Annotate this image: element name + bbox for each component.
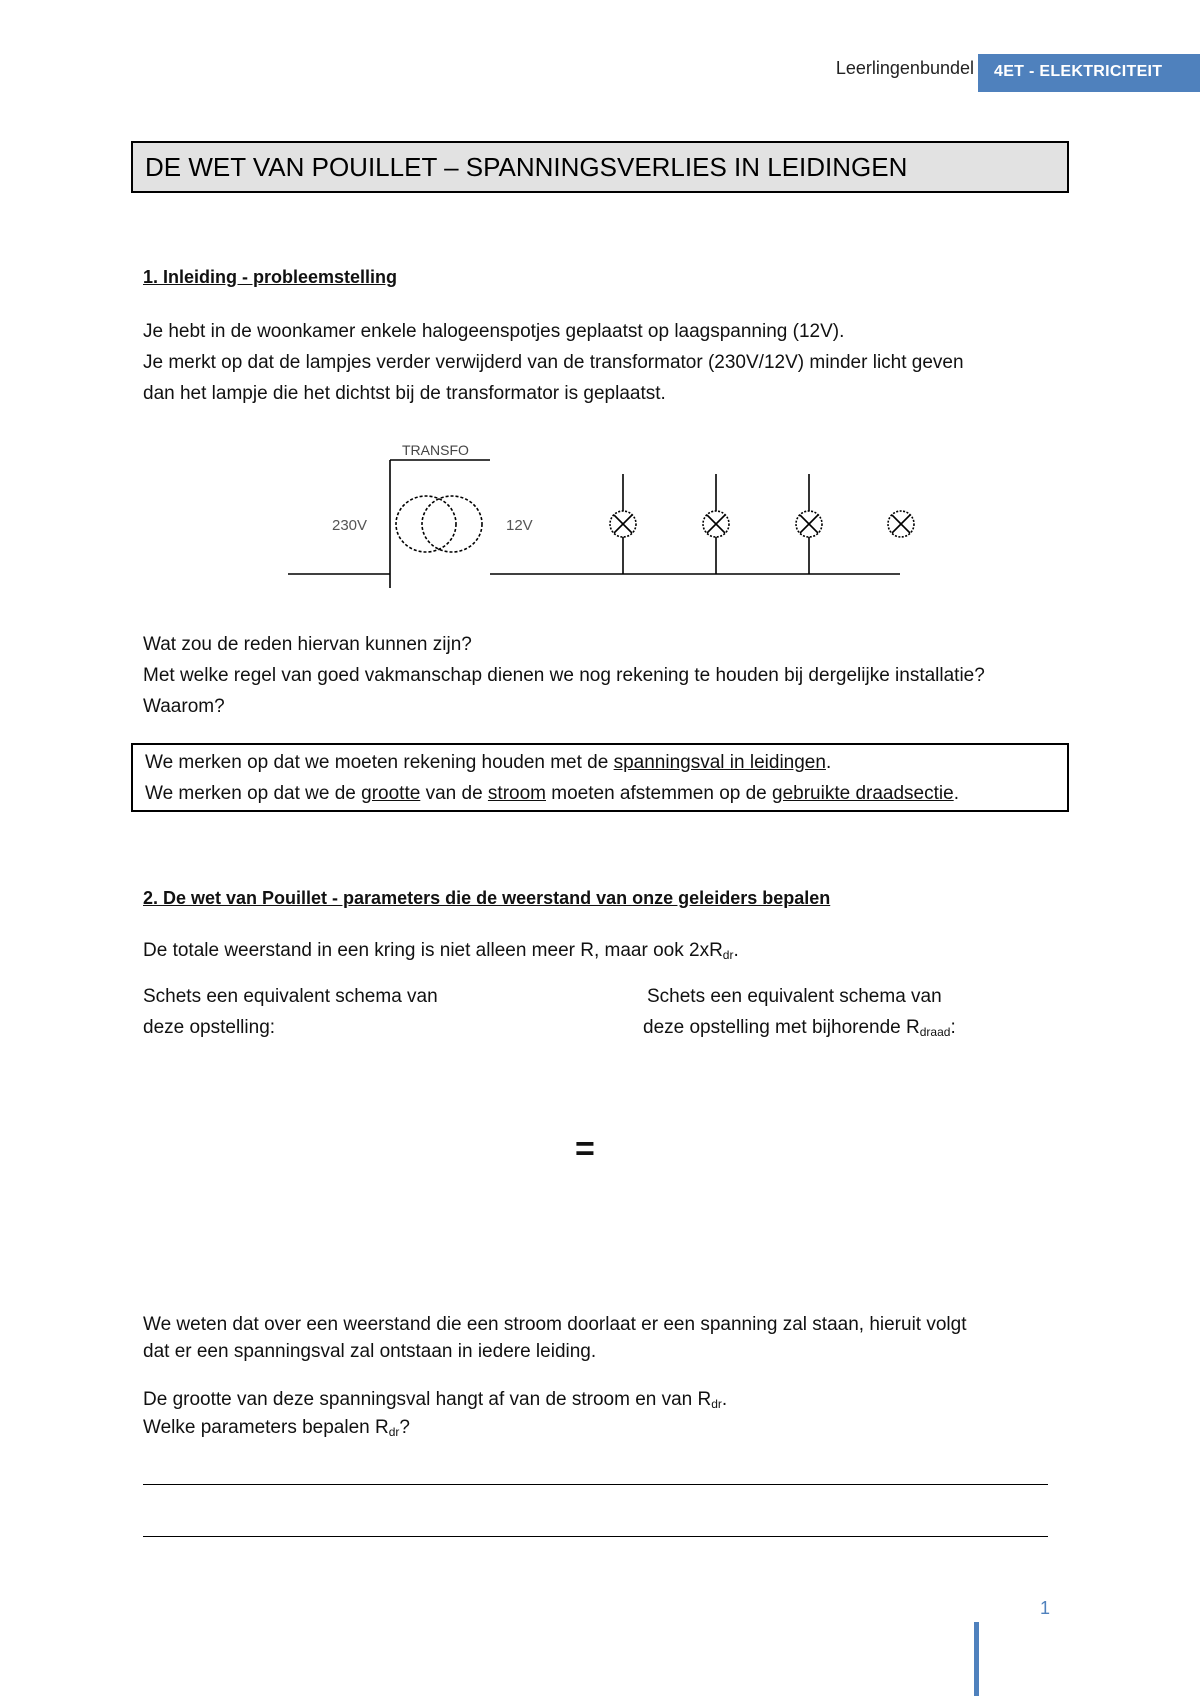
page-title: DE WET VAN POUILLET – SPANNINGSVERLIES IN LEIDINGEN xyxy=(131,141,1069,193)
answer-line-blank-2 xyxy=(143,1536,1048,1537)
trafo-coil-secondary xyxy=(422,496,482,552)
secondary-voltage-label: 12V xyxy=(506,517,533,534)
primary-voltage-label: 230V xyxy=(332,517,368,534)
intro-line-1: Je hebt in de woonkamer enkele halogeenspotjes geplaatst op laagspanning (12V). xyxy=(143,321,845,342)
answer-line-blank-1 xyxy=(143,1484,1048,1485)
question-2: Met welke regel van goed vakmanschap dienen we nog rekening te houden bij dergelijke installatie? xyxy=(143,665,985,686)
circuit-diagram xyxy=(280,436,940,592)
answer-line-1: We merken op dat we moeten rekening houden met de spanningsval in leidingen. xyxy=(145,752,832,773)
right-task: Schets een equivalent schema van deze opstelling met bijhorende $R_{draad}$: xyxy=(643,986,956,1039)
trafo-coil-primary xyxy=(396,496,456,552)
question-3: Waarom? xyxy=(143,696,225,717)
section1-heading: 1. Inleiding - probleemstelling xyxy=(143,267,398,287)
header-label: Leerlingenbundel xyxy=(835,58,974,78)
intro-line-3: dan het lampje die het dichtst bij de transformator is geplaatst. xyxy=(143,383,666,404)
section2-intro: De totale weerstand in een kring is niet alleen meer R, maar ook $2xR_{dr}$. xyxy=(143,940,739,962)
header-tab: 4ET - ELEKTRICITEIT xyxy=(978,54,1200,92)
section2-heading: 2. De wet van Pouillet - parameters die de weerstand van onze geleiders bepalen xyxy=(143,888,831,908)
answer-line-2: We merken op dat we de grootte van de stroom moeten afstemmen op de gebruikte draadsectie. xyxy=(145,783,959,804)
trafo-label: TRANSFO xyxy=(402,442,469,458)
footer-accent-bar xyxy=(974,1622,979,1696)
section1-questions xyxy=(143,629,1063,722)
lamp-2 xyxy=(703,474,729,574)
lamp-1 xyxy=(610,474,636,574)
left-task: Schets een equivalent schema van deze opstelling: xyxy=(143,986,438,1038)
intro-line-2: Je merkt op dat de lampjes verder verwijderd van de transformator (230V/12V) minder licht geven xyxy=(143,352,964,373)
page-number: 1 xyxy=(1040,1598,1051,1618)
section1-intro xyxy=(143,316,1063,409)
section2-para1: We weten dat over een weerstand die een stroom doorlaat er een spanning zal staan, hieruit volgt dat er een spanningsval zal ontstaan in iedere leiding. xyxy=(143,1314,967,1362)
answer-box xyxy=(131,743,1069,812)
question-1: Wat zou de reden hiervan kunnen zijn? xyxy=(143,634,472,655)
lamp-3 xyxy=(796,474,822,574)
section2-para2: De grootte van deze spanningsval hangt af van de stroom en van $R_{dr}$. Welke parameters bepalen $R_{dr}$? xyxy=(143,1389,728,1439)
equals-sign: = xyxy=(575,1130,595,1168)
lamp-4 xyxy=(888,511,914,537)
